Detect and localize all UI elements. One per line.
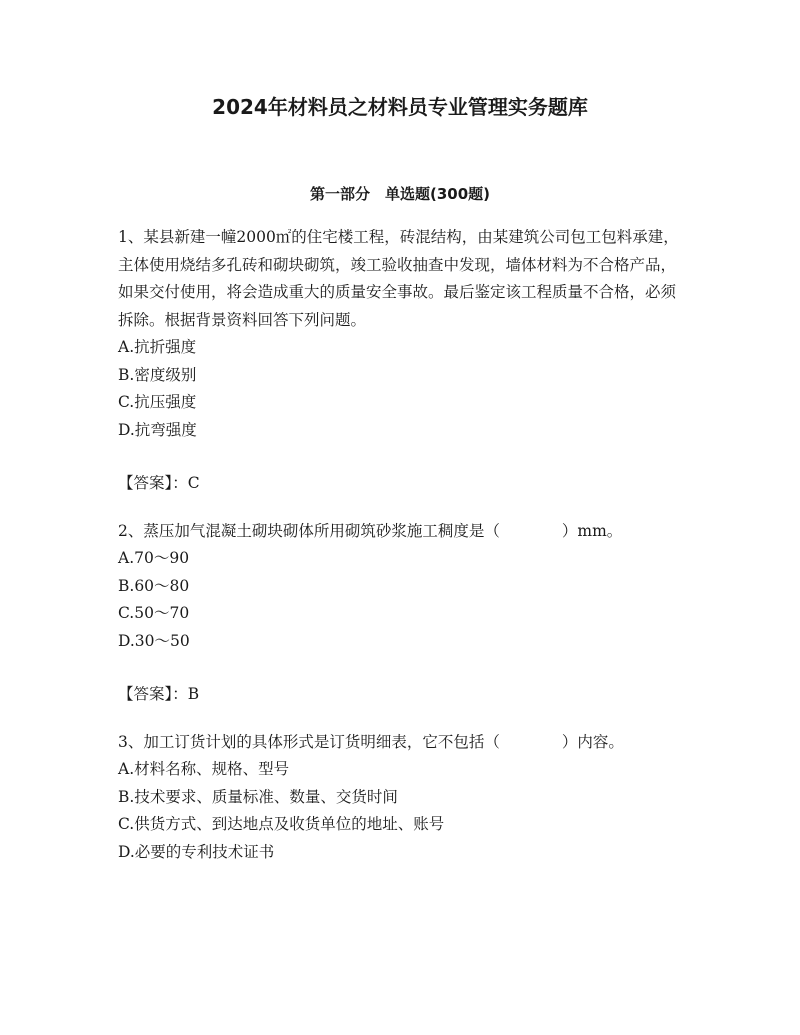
option-b: B.密度级别	[118, 365, 197, 384]
option-a: A.抗折强度	[118, 338, 197, 356]
option-b: B.60～80	[118, 576, 190, 595]
option-list	[118, 545, 688, 655]
section-title: 第一部分 单选题(300题)	[309, 185, 491, 203]
option-list	[118, 756, 688, 866]
option-d: D.30～50	[118, 631, 190, 650]
document-title: 2024年材料员之材料员专业管理实务题库	[212, 95, 588, 119]
stem-text-before-blank: 3、加工订货计划的具体形式是订货明细表，它不包括（	[118, 732, 500, 751]
option-c: C.抗压强度	[118, 393, 197, 411]
option-d: D.必要的专利技术证书	[118, 842, 275, 861]
question-stem: 1、某县新建一幢2000㎡的住宅楼工程，砖混结构，由某建筑公司包工包料承建，主体使用烧结多孔砖和砌块砌筑，竣工验收抽查中发现，墙体材料为不合格产品，如果交付使用，将会造成重大的质量安全事故。最后鉴定该工程质量不合格，必须拆除。根据背景资料回答下列问题。	[118, 228, 679, 329]
option-a: A.70～90	[118, 549, 190, 567]
option-c: C.供货方式、到达地点及收货单位的地址、账号	[118, 815, 445, 833]
question-2	[118, 518, 688, 709]
option-b: B.技术要求、质量标准、数量、交货时间	[118, 787, 398, 806]
option-c: C.50～70	[118, 604, 190, 622]
question-list	[118, 224, 688, 866]
stem-text-after-blank: ）mm。	[561, 521, 623, 540]
question-stem	[118, 729, 688, 757]
option-a: A.材料名称、规格、型号	[118, 760, 290, 778]
option-d: D.抗弯强度	[118, 420, 197, 439]
question-3	[118, 729, 688, 867]
stem-text-after-blank: ）内容。	[561, 732, 624, 751]
option-list	[118, 334, 688, 444]
question-1	[118, 224, 688, 498]
answer-label: 【答案】：C	[118, 474, 200, 492]
answer-label: 【答案】：B	[118, 685, 200, 703]
stem-text-before-blank: 2、蒸压加气混凝土砌块砌体所用砌筑砂浆施工稠度是（	[118, 521, 500, 540]
question-stem	[118, 518, 688, 546]
